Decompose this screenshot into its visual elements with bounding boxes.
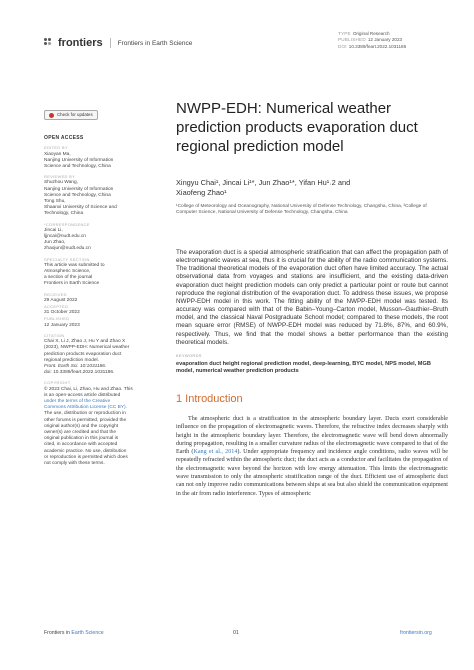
meta-type: TYPE Original Research [338, 31, 390, 36]
frontiers-logo[interactable] [44, 37, 192, 49]
reviewed-by: Shuzhou Wang, Nanjing University of Information Science and Technology, China Tong Shu, Shaanxi University of Science and Technology, China [44, 180, 117, 217]
brand-divider [110, 38, 111, 48]
brand-name: frontiers [58, 37, 103, 49]
edited-by-label: EDITED BY [44, 145, 68, 151]
frontiers-logo-icon [44, 38, 54, 48]
license-link-2[interactable]: Commons Attribution License (CC BY). [44, 405, 127, 411]
article-meta [338, 31, 406, 50]
open-access-label: OPEN ACCESS [44, 135, 84, 142]
correspondence-label: *CORRESPONDENCE [44, 221, 90, 227]
citation-label: CITATION [44, 332, 65, 338]
email-link-zhao[interactable]: zhaojun@nudt.edu.cn [44, 246, 91, 252]
email-link-li[interactable]: ljjncai@nudt.edu.cn [44, 234, 86, 240]
check-updates-icon [49, 113, 54, 118]
article-title: NWPP-EDH: Numerical weather prediction products evaporation duct regional prediction model [176, 100, 418, 155]
author-list: Xingyu Chai¹, Jincai Li¹*, Jun Zhao¹*, Yifan Hu¹˒2 and Xiaofeng Zhao¹ [176, 178, 351, 197]
check-updates-button[interactable]: Check for updates [44, 110, 98, 120]
meta-doi: DOI 10.3389/feart.2022.1031186 [338, 43, 407, 49]
copyright: © 2023 Chai, Li, Zhao, Hu and Zhao. This is an open-access article distributed under the terms of the Creative Commons Attribution License (CC BY). The use, distribution or reproduction in other forums is permitted, provided the original author(s) and the copyright owner(s) are credited and that the original publication in this journal is cited, in accordance with accepted academic practice. No use, distribution or reproduction is permitted which does not comply with these terms. [44, 387, 162, 468]
affiliations: ¹College of Meteorology and Oceanography, National University of Defense Technology, Changsha, China, ²College of Computer Science, National University of Defense Technology, Changsha, China [176, 204, 427, 216]
footer-journal: Frontiers in Earth Science [44, 630, 104, 636]
dates: RECEIVED 29 August 2022 ACCEPTED 31 October 2022 PUBLISHED 12 January 2023 [44, 291, 80, 328]
meta-published: PUBLISHED 12 January 2023 [338, 37, 403, 43]
citation: Chai X, Li J, Zhao J, Hu Y and Zhao X (2023), NWPP-EDH: Numerical weather prediction products evaporation duct regional prediction model. Front. Earth Sci. 10:1031186. doi: 10.3389/feart.2022.1031186. [44, 339, 130, 376]
keywords: evaporation duct height regional prediction model, deep-learning, BYC model, NPS model, MGB model, numerical weather prediction products [176, 361, 431, 375]
journal-name: Frontiers in Earth Science [117, 39, 193, 47]
license-link[interactable]: under the terms of the Creative [44, 398, 111, 404]
article-sidebar [44, 110, 162, 467]
copyright-label: COPYRIGHT [44, 380, 71, 386]
edited-by: Xiaoyan Ma, Nanjing University of Information Science and Technology, China [44, 151, 114, 170]
introduction-paragraph: The atmospheric duct is a stratification in the atmospheric boundary layer. Ducts exert considerable influence on the propagation of electromagnetic waves. Therefore, the refractive index decreases sharply with height in the atmospheric boundary layer. Therefore, the electromagnetic wave will bend down abnormally during propagation, resulting in a smaller curvature radius of the electromagnetic wave compared to that of the Earth (Kang et al., 2014). Under appropriate frequency and incidence angle conditions, radio waves will be repeatedly refracted within the atmospheric duct; the duct acts as a conductor and facilitates the propagation of the electromagnetic wave beyond the horizon with low energy attenuation. This limits the electromagnetic wave transmission to only the atmospheric stratification range of the duct. Efficient use of atmospheric duct can not only improve radio communications between ships at sea but also shield the communication equipment in the air from radio interference. Types of atmospheric [176, 416, 448, 497]
keywords-label: KEYWORDS [176, 353, 202, 358]
section-heading-introduction: 1 Introduction [176, 393, 243, 405]
specialty-section: This article was submitted to Atmospheric Science, a section of the journal Frontiers in Earth Science [44, 262, 105, 287]
correspondence: Jincai Li, ljjncai@nudt.edu.cn Jun Zhao, zhaojun@nudt.edu.cn [44, 228, 162, 253]
reviewed-by-label: REVIEWED BY [44, 174, 76, 180]
abstract: The evaporation duct is a special atmospheric stratification that can affect the propagation path of electromagnetic waves at sea, thus it is crucial for the ability of the radio communication systems. The traditional theoretical models of the evaporation duct often have limited accuracy. The actual observational data from voyages and stations are insufficient, and the existing data-driven evaporation duct height prediction models can only predict a particular point or route but cannot reproduce the regional distribution of the evaporation duct. To address these issues, we propose NWPP-EDH model in this work. The fitting ability of the NWPP-EDH model was tested. Its accuracy was compared with that of the Babin–Young–Carton model, Musson–Gauthier–Bruth model, and the classical Naval Postgraduate School model; compared to these models, the root mean square error (RMSE) of NWPP-EDH model was reduced by 71.8%, 87%, and 60.9%, respectively. Thus, we find that the model shows a better performance than the existing theoretical models. [176, 249, 448, 346]
footer-site-link[interactable]: frontiersin.org [400, 630, 432, 636]
specialty-label: SPECIALTY SECTION [44, 256, 90, 262]
citation-link[interactable]: Kang et al., 2014 [193, 449, 238, 456]
page-number: 01 [233, 630, 239, 636]
